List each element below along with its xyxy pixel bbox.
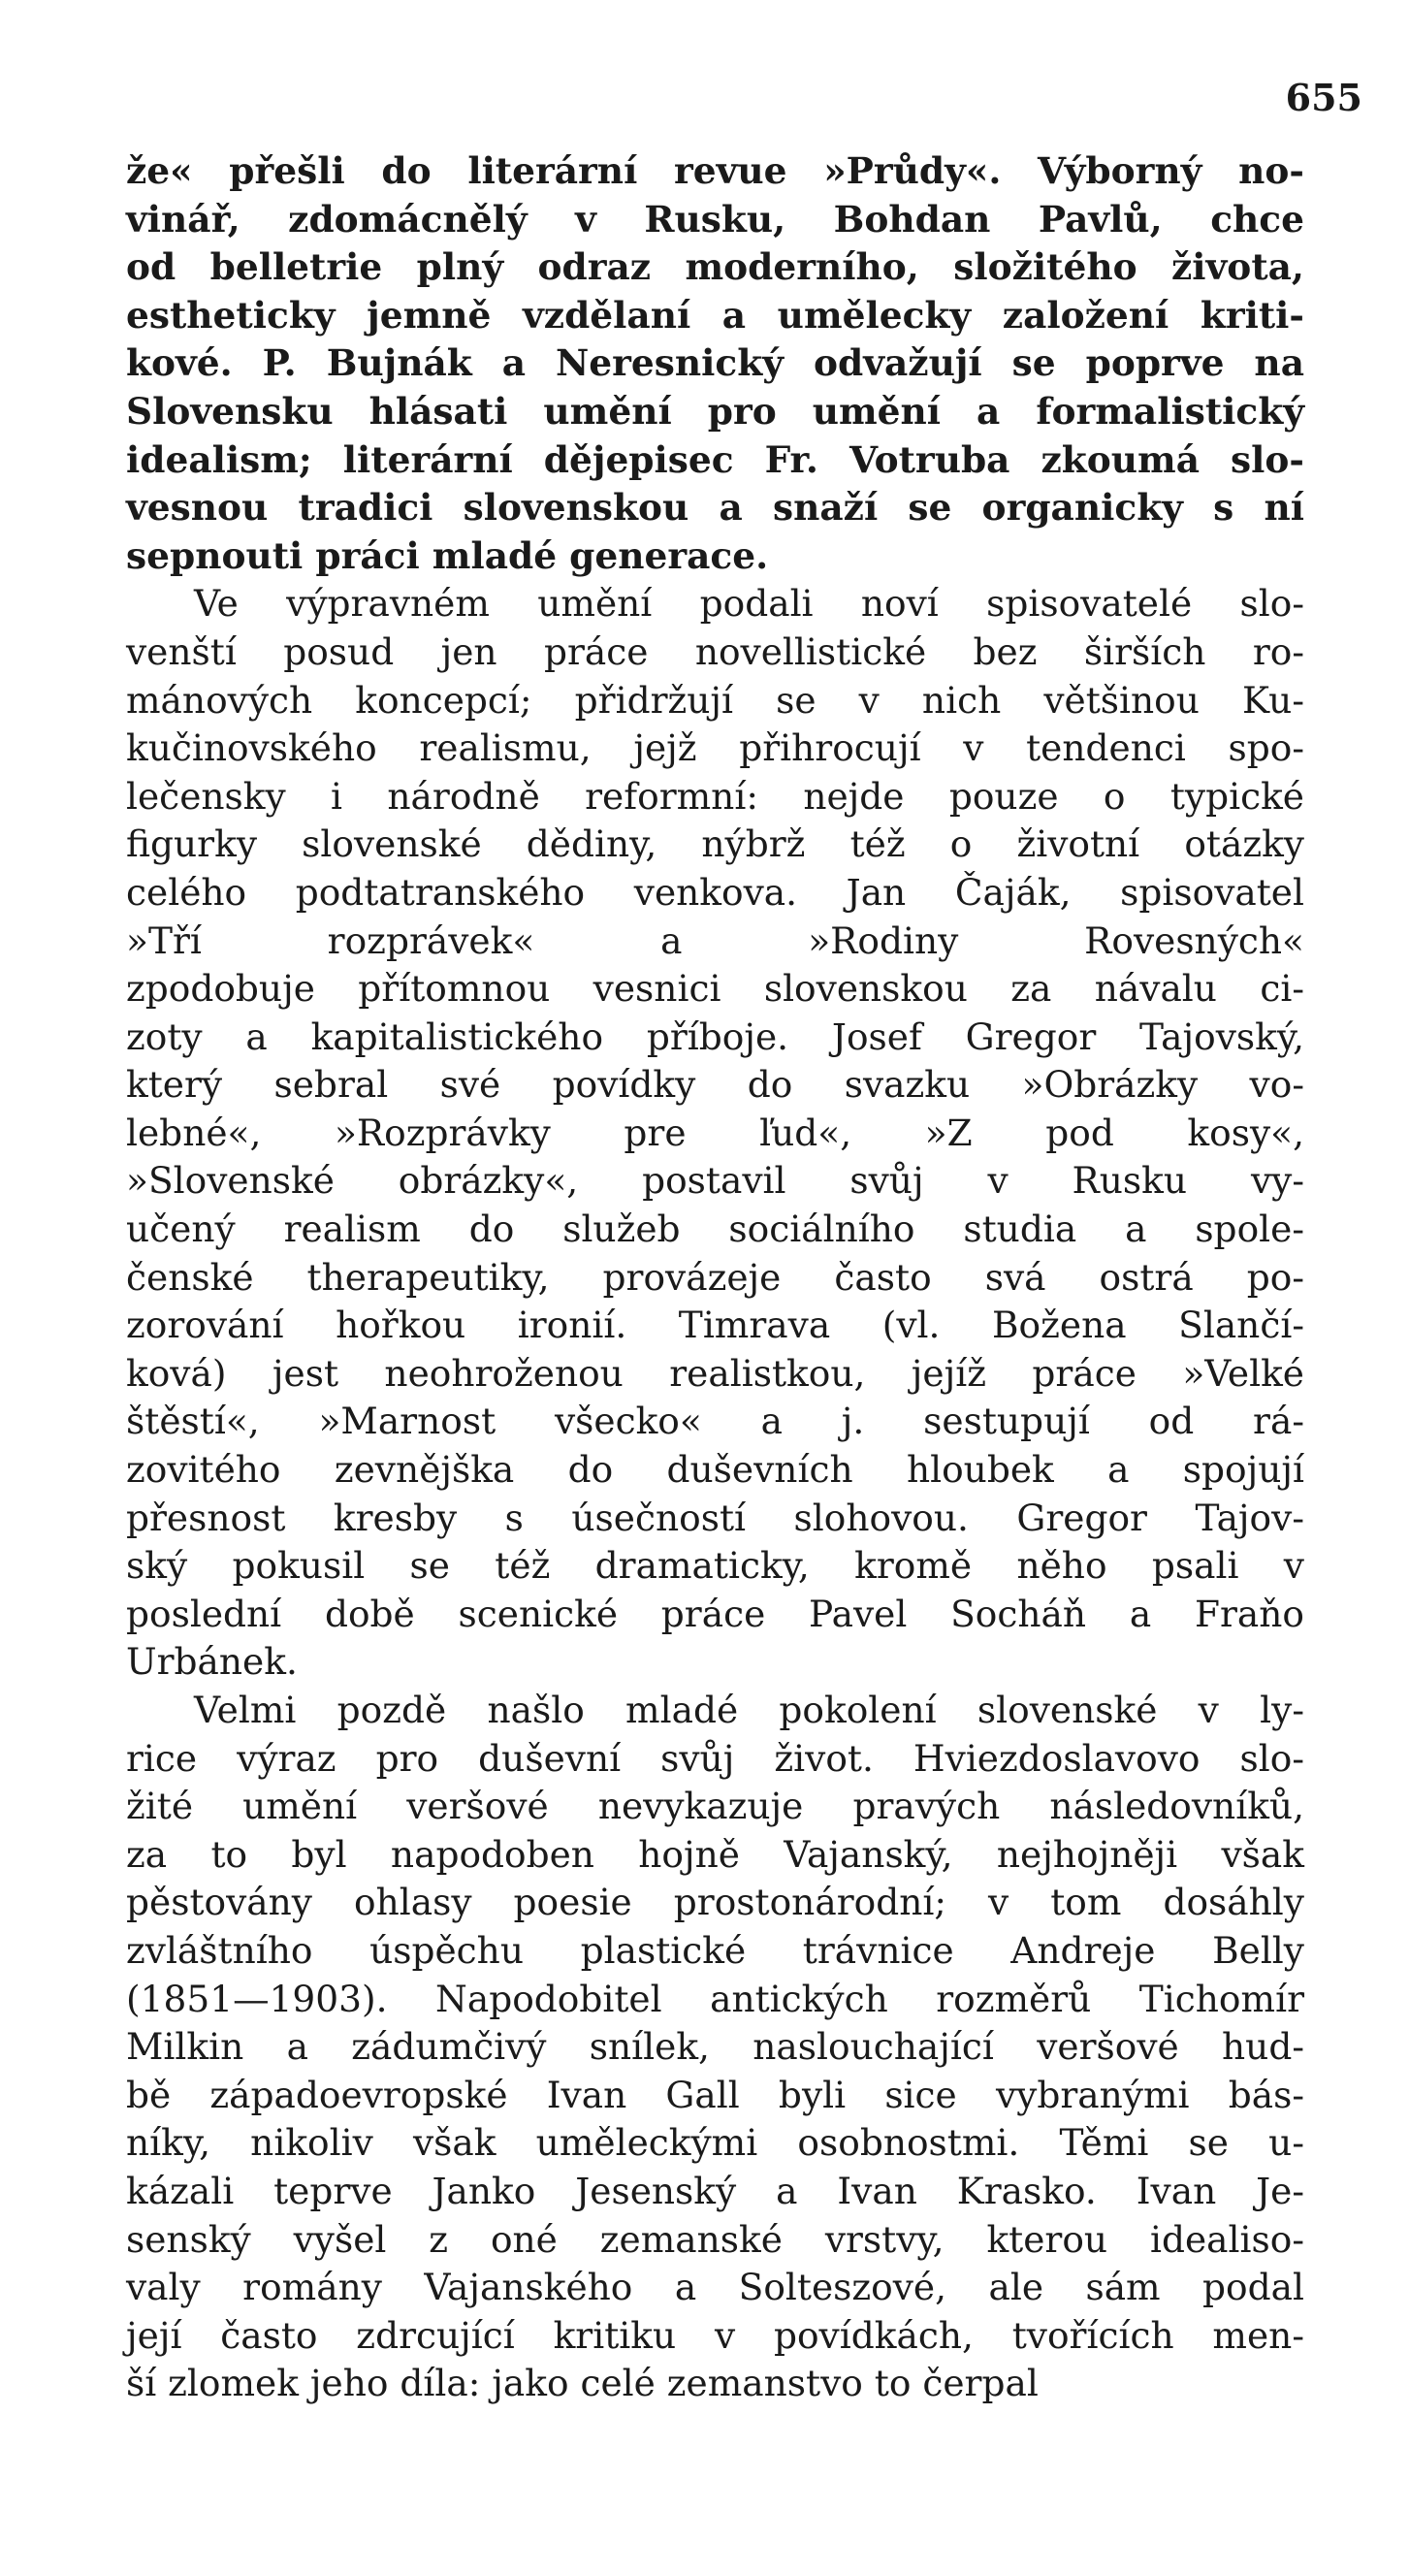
text-line: rice výraz pro duševní svůj život. Hviezdoslavovo slo-	[126, 1736, 1304, 1780]
text-line: lečensky i národně reformní: nejde pouze o typické	[126, 774, 1304, 818]
text-line: zorování hořkou ironií. Timrava (vl. Božena Slančí-	[126, 1304, 1304, 1347]
text-line: idealism; literární dějepisec Fr. Votruba zkoumá slo-	[126, 437, 1304, 481]
text-line: pěstovány ohlasy poesie prostonárodní; v tom dosáhly	[126, 1881, 1304, 1924]
paragraph-1	[126, 147, 1304, 580]
text-line: estheticky jemně vzdělaní a umělecky založení kriti-	[126, 293, 1304, 337]
text-line: zoty a kapitalistického příboje. Josef Gregor Tajovský,	[126, 1014, 1304, 1058]
text-line: lebné«, »Rozprávky pre ľud«, »Z pod kosy«,	[126, 1111, 1304, 1154]
page-number: 655	[1285, 76, 1362, 119]
text-line: figurky slovenské dědiny, nýbrž též o životní otázky	[126, 822, 1304, 866]
text-line: kázali teprve Janko Jesenský a Ivan Krasko. Ivan Je-	[126, 2169, 1304, 2212]
text-line: od belletrie plný odraz moderního, složitého života,	[126, 245, 1304, 289]
paragraph-3	[126, 1687, 1304, 2408]
text-line: učený realism do služeb sociálního studia a spole-	[126, 1208, 1304, 1251]
text-line: štěstí«, »Marnost všecko« a j. sestupují od rá-	[126, 1400, 1304, 1443]
text-line: Milkin a zádumčivý snílek, naslouchající veršové hud-	[126, 2025, 1304, 2069]
text-line: »Tří rozprávek« a »Rodiny Rovesných«	[126, 918, 1304, 962]
text-line: sepnouti práci mladé generace.	[126, 533, 769, 577]
text-line: kučinovského realismu, jejž přihrocují v tendenci spo-	[126, 726, 1304, 770]
text-line: poslední době scenické práce Pavel Socháň a Fraňo	[126, 1592, 1304, 1635]
text-line: senský vyšel z oné zemanské vrstvy, kterou idealiso-	[126, 2217, 1304, 2261]
text-line: že« přešli do literární revue »Průdy«. Výborný no-	[126, 149, 1304, 192]
text-line: venští posud jen práce novellistické bez širších ro-	[126, 629, 1304, 673]
text-line: její často zdrcující kritiku v povídkách, tvořících men-	[126, 2313, 1304, 2357]
text-line: kové. P. Bujnák a Neresnický odvažují se poprve na	[126, 341, 1304, 385]
text-line: přesnost kresby s úsečností slohovou. Gregor Tajov-	[126, 1496, 1304, 1539]
text-line: níky, nikoliv však uměleckými osobnostmi. Těmi se u-	[126, 2121, 1304, 2165]
text-line: Velmi pozdě našlo mladé pokolení slovenské v ly-	[194, 1689, 1304, 1731]
text-line: který sebral své povídky do svazku »Obrázky vo-	[126, 1063, 1304, 1107]
text-line: zovitého zevnějška do duševních hloubek a spojují	[126, 1448, 1304, 1492]
paragraph-2	[126, 580, 1304, 1687]
text-line: mánových koncepcí; přidržují se v nich většinou Ku-	[126, 678, 1304, 722]
text-line: čenské therapeutiky, provázeje často svá ostrá po-	[126, 1255, 1304, 1299]
text-line: Ve výpravném umění podali noví spisovatelé slo-	[194, 582, 1304, 626]
text-line: zvláštního úspěchu plastické trávnice Andreje Belly	[126, 1928, 1304, 1972]
text-line: Slovensku hlásati umění pro umění a formalistický	[126, 389, 1304, 433]
text-line: vinář, zdomácnělý v Rusku, Bohdan Pavlů, chce	[126, 197, 1304, 241]
text-line: ší zlomek jeho díla: jako celé zemanstvo to čerpal	[126, 2362, 1039, 2405]
body-text	[126, 147, 1304, 2408]
text-line: zpodobuje přítomnou vesnici slovenskou za návalu ci-	[126, 967, 1304, 1011]
text-line: valy romány Vajanského a Solteszové, ale sám podal	[126, 2266, 1304, 2309]
text-line: ský pokusil se též dramaticky, kromě něho psali v	[126, 1544, 1304, 1588]
text-line: bě západoevropské Ivan Gall byli sice vybranými bás-	[126, 2073, 1304, 2116]
text-line: vesnou tradici slovenskou a snaží se organicky s ní	[126, 486, 1304, 530]
text-line: (1851—1903). Napodobitel antických rozměrů Tichomír	[126, 1977, 1304, 2020]
text-line: žité umění veršové nevykazuje pravých následovníků,	[126, 1785, 1304, 1828]
text-line: ková) jest neohroženou realistkou, jejíž práce »Velké	[126, 1351, 1304, 1395]
text-line: celého podtatranského venkova. Jan Čaják, spisovatel	[126, 870, 1304, 914]
text-line: »Slovenské obrázky«, postavil svůj v Rusku vy-	[126, 1159, 1304, 1203]
text-line: Urbánek.	[126, 1640, 298, 1684]
text-line: za to byl napodoben hojně Vajanský, nejhojněji však	[126, 1832, 1304, 1876]
